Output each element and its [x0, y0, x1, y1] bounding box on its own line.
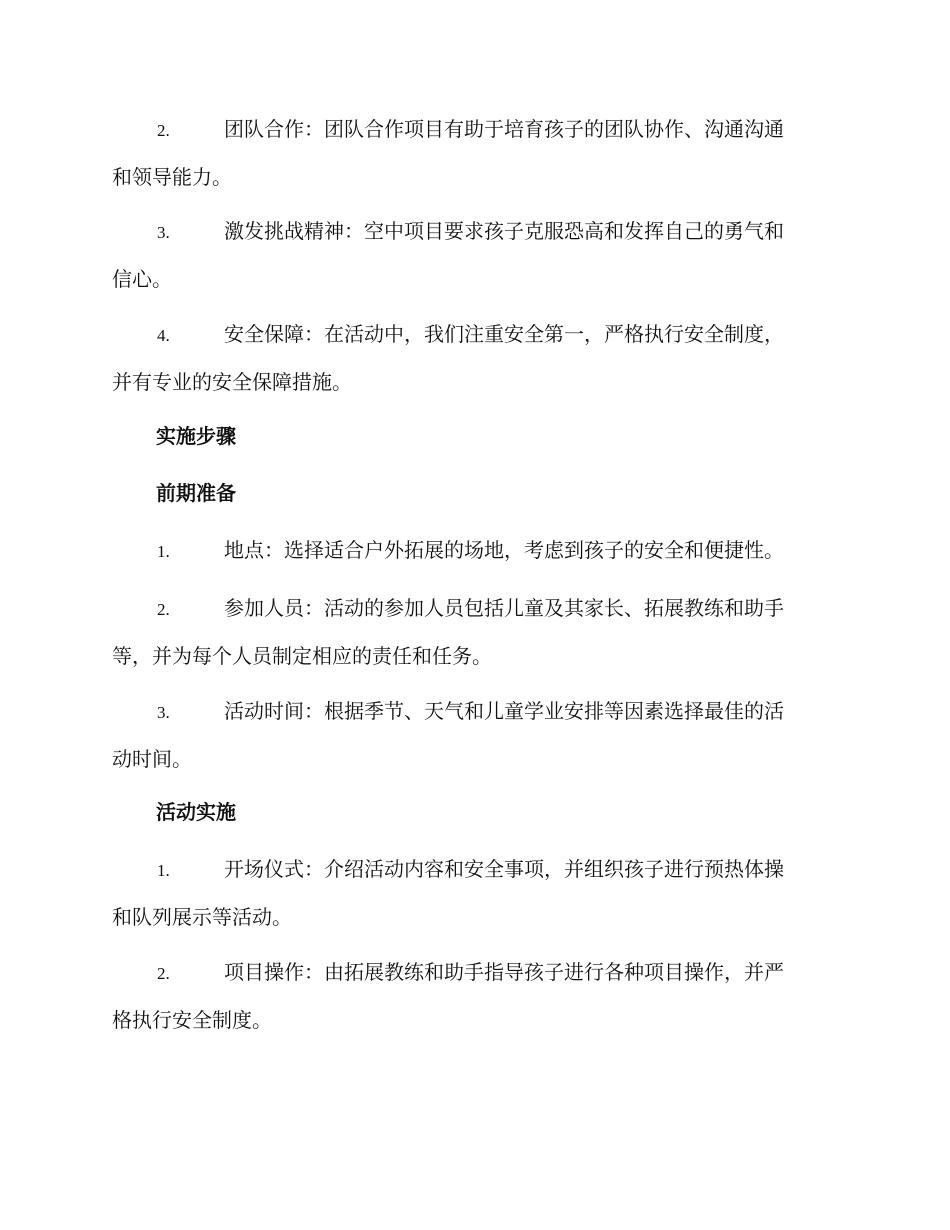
- list-number: 1.: [157, 542, 170, 561]
- list-text-line2: 和队列展示等活动。: [112, 905, 292, 929]
- list-item: [112, 208, 836, 302]
- list-text-line1: 参加人员：活动的参加人员包括儿童及其家长、拓展教练和助手: [224, 596, 784, 620]
- list-item: [112, 311, 836, 405]
- list-item: [112, 585, 836, 679]
- list-item: [112, 527, 836, 575]
- list-number: 1.: [157, 861, 170, 880]
- list-item: [112, 106, 836, 200]
- list-text-line2: 并有专业的安全保障措施。: [112, 370, 352, 394]
- section-heading-impl: 活动实施: [156, 800, 236, 824]
- section-heading-prep: 前期准备: [156, 481, 236, 505]
- list-number: 2.: [157, 600, 170, 619]
- list-number: 3.: [157, 703, 170, 722]
- list-text-line1: 团队合作：团队合作项目有助于培育孩子的团队协作、沟通沟通: [224, 117, 784, 141]
- list-text-line2: 格执行安全制度。: [112, 1008, 272, 1032]
- list-item: [112, 949, 836, 1043]
- list-text-line1: 开场仪式：介绍活动内容和安全事项，并组织孩子进行预热体操: [224, 857, 784, 881]
- list-text-line2: 动时间。: [112, 747, 192, 771]
- list-number: 3.: [157, 223, 170, 242]
- list-text-line2: 和领导能力。: [112, 165, 232, 189]
- list-text-line1: 活动时间：根据季节、天气和儿童学业安排等因素选择最佳的活: [224, 699, 784, 723]
- list-item: [112, 846, 836, 940]
- list-text-line2: 信心。: [112, 267, 172, 291]
- list-text-line1: 项目操作：由拓展教练和助手指导孩子进行各种项目操作，并严: [224, 960, 784, 984]
- list-text-line2: 等，并为每个人员制定相应的责任和任务。: [112, 644, 492, 668]
- list-text-line1: 地点：选择适合户外拓展的场地，考虑到孩子的安全和便捷性。: [224, 538, 784, 562]
- section-heading-steps: 实施步骤: [156, 424, 236, 448]
- list-text-line1: 激发挑战精神：空中项目要求孩子克服恐高和发挥自己的勇气和: [224, 219, 784, 243]
- list-text-line1: 安全保障：在活动中，我们注重安全第一，严格执行安全制度，: [224, 322, 784, 346]
- list-number: 2.: [157, 121, 170, 140]
- list-item: [112, 688, 836, 782]
- list-number: 4.: [157, 326, 170, 345]
- list-number: 2.: [157, 964, 170, 983]
